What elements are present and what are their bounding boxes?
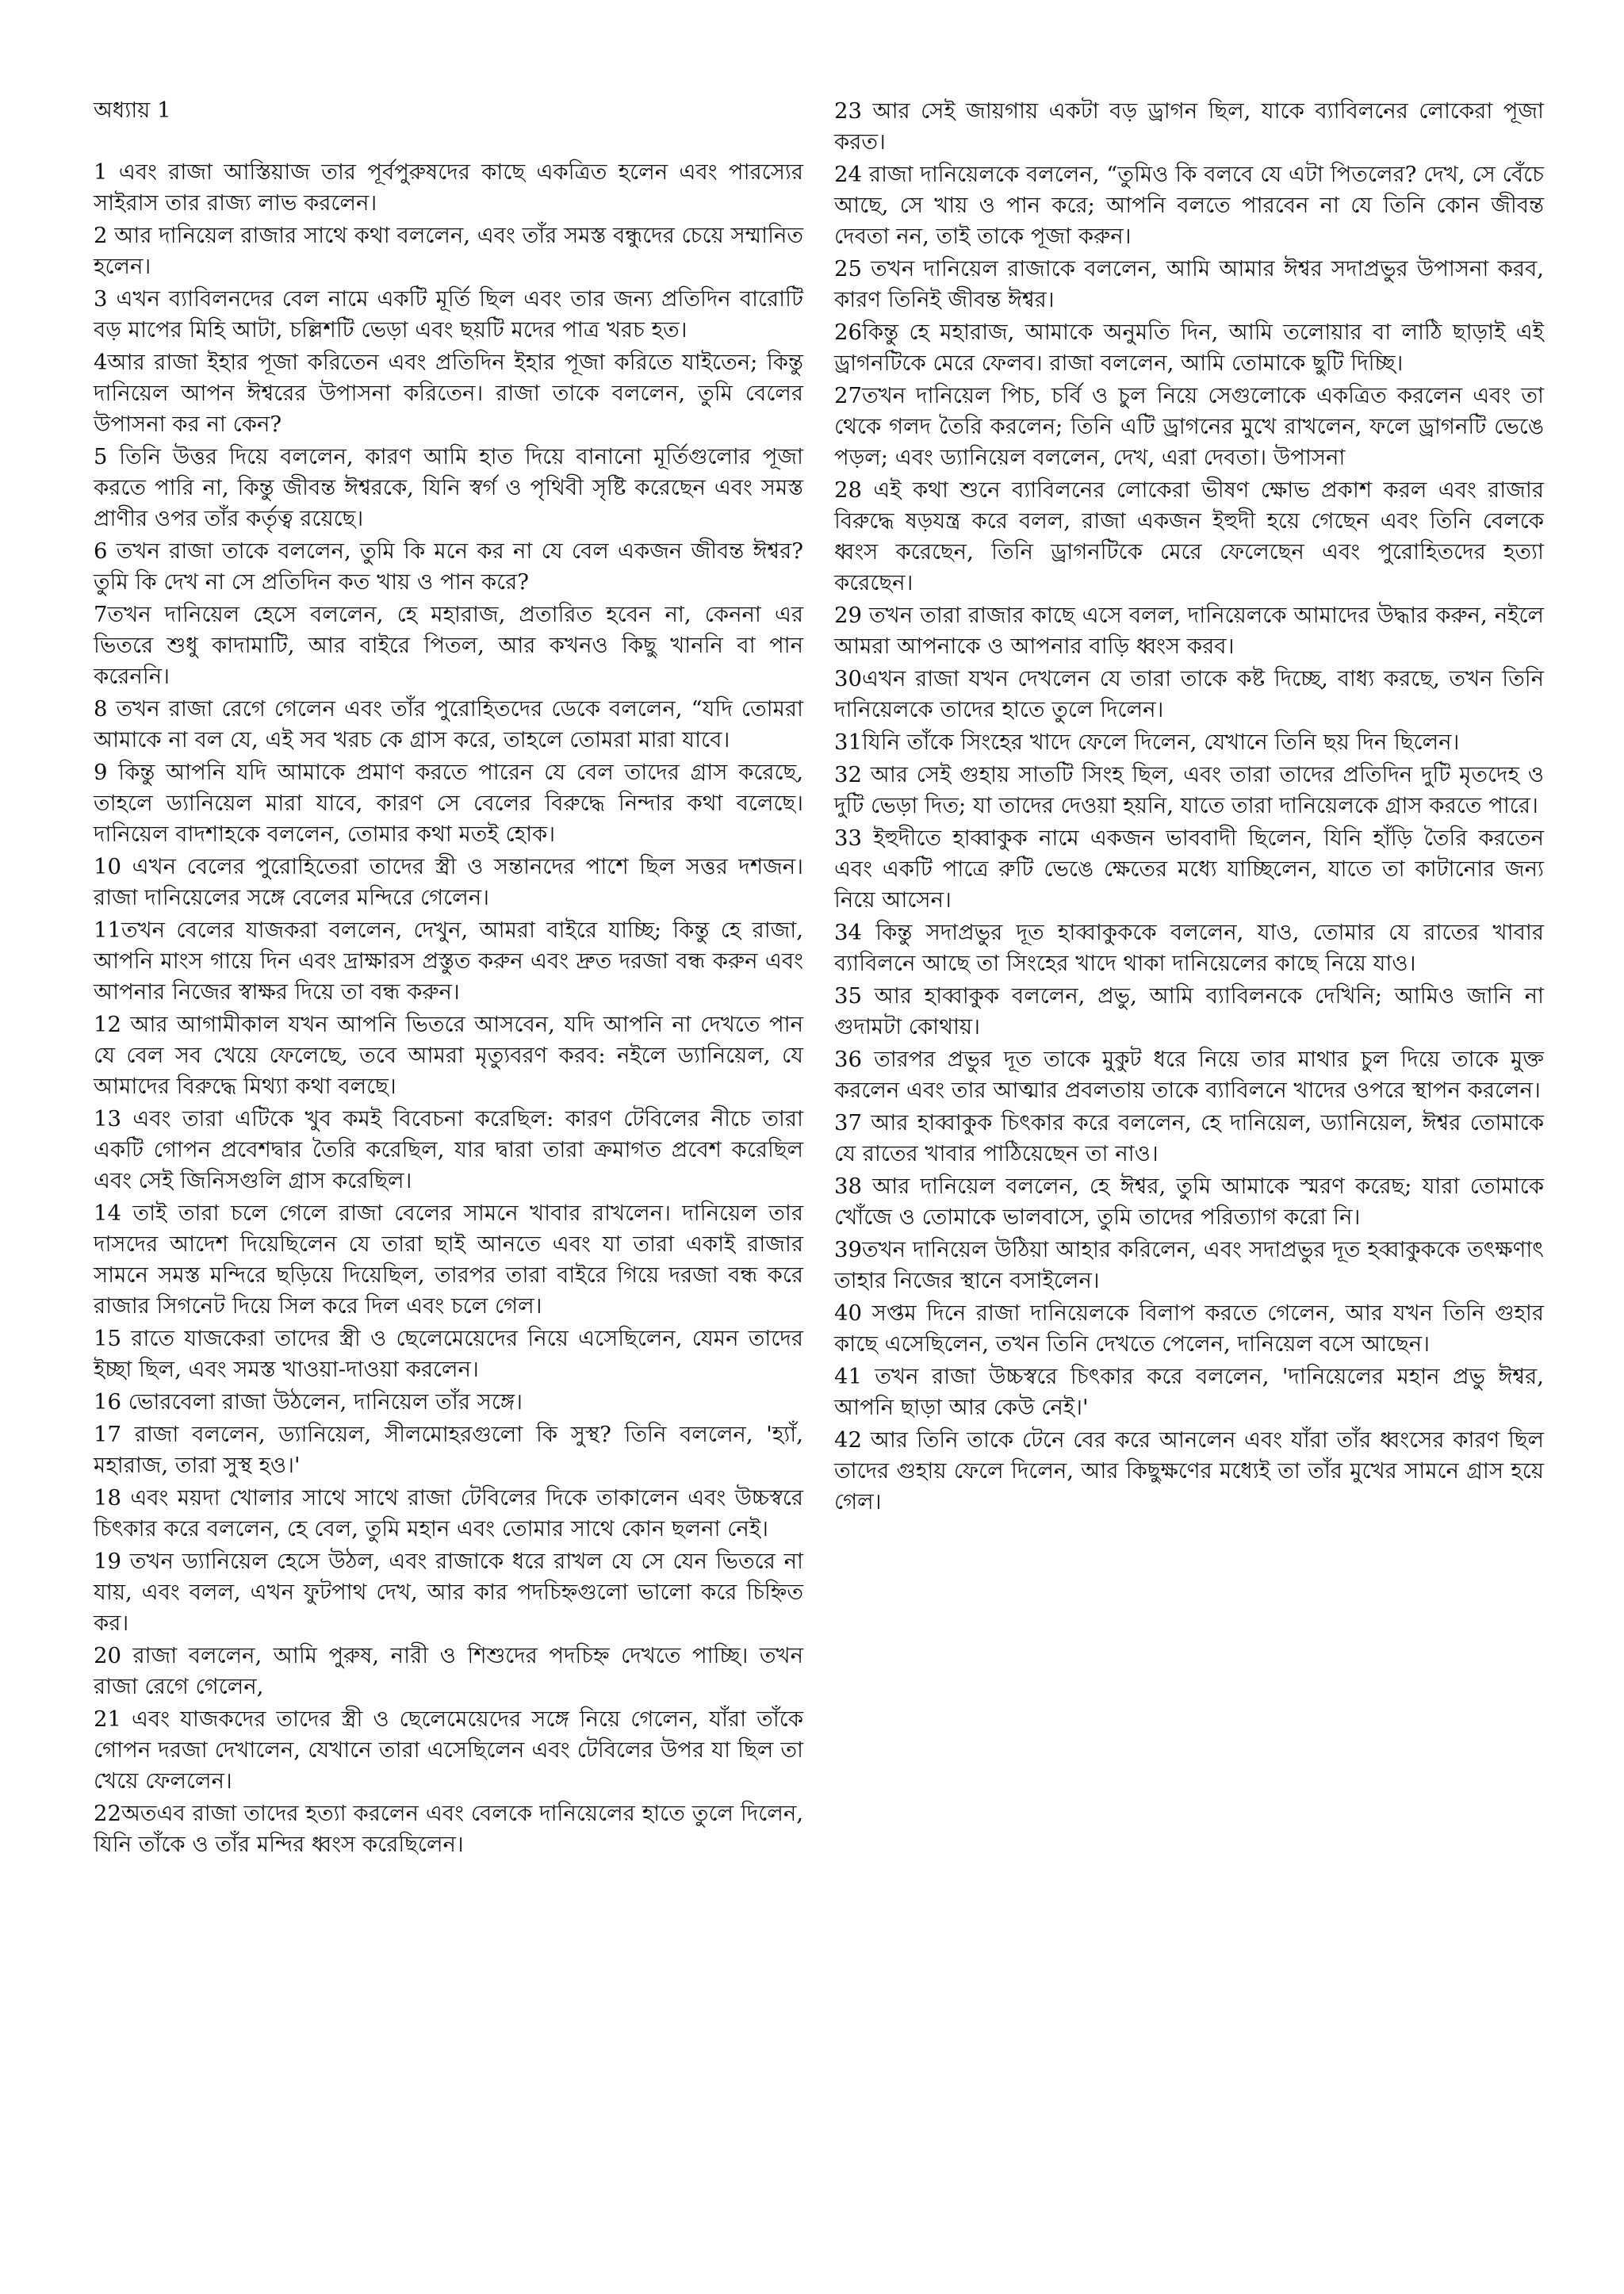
verse-5: 5 তিনি উত্তর দিয়ে বললেন, কারণ আমি হাত দিয়ে বানানো মূর্তিগুলোর পূজা করতে পারি না, কিন্তু জীবন্ত ঈশ্বরকে, যিনি স্বর্গ ও পৃথিবী সৃষ্টি করেছেন এবং সমস্ত প্রাণীর ওপর তাঁর কর্তৃত্ব রয়েছে। [94,444,803,531]
verse-22: 22অতএব রাজা তাদের হত্যা করলেন এবং বেলকে দানিয়েলের হাতে তুলে দিলেন, যিনি তাঁকে ও তাঁর মন্দির ধ্বংস করেছিলেন। [94,1801,803,1857]
verse-15: 15 রাতে যাজকেরা তাদের স্ত্রী ও ছেলেমেয়েদের নিয়ে এসেছিলেন, যেমন তাদের ইচ্ছা ছিল, এবং সমস্ত খাওয়া-দাওয়া করলেন। [94,1326,803,1382]
verse-11: 11তখন বেলের যাজকরা বললেন, দেখুন, আমরা বাইরে যাচ্ছি; কিন্তু হে রাজা, আপনি মাংস গায়ে দিন এবং দ্রাক্ষারস প্রস্তুত করুন এবং দ্রুত দরজা বন্ধ করুন এবং আপনার নিজের স্বাক্ষর দিয়ে তা বন্ধ করুন। [94,917,803,1005]
verse-40: 40 সপ্তম দিনে রাজা দানিয়েলকে বিলাপ করতে গেলেন, আর যখন তিনি গুহার কাছে এসেছিলেন, তখন তিনি দেখতে পেলেন, দানিয়েল বসে আছেন। [834,1300,1544,1357]
verse-37: 37 আর হাব্বাকুক চিৎকার করে বললেন, হে দানিয়েল, ড্যানিয়েল, ঈশ্বর তোমাকে যে রাতের খাবার পাঠিয়েছেন তা নাও। [834,1110,1544,1166]
verse-41: 41 তখন রাজা উচ্চস্বরে চিৎকার করে বললেন, 'দানিয়েলের মহান প্রভু ঈশ্বর, আপনি ছাড়া আর কেউ নেই।' [834,1364,1544,1420]
verse-17: 17 রাজা বললেন, ড্যানিয়েল, সীলমোহরগুলো কি সুস্থ? তিনি বললেন, 'হ্যাঁ, মহারাজ, তারা সুস্থ হও।' [94,1422,803,1478]
verse-33: 33 ইহুদীতে হাব্বাকুক নামে একজন ভাববাদী ছিলেন, যিনি হাঁড়ি তৈরি করতেন এবং একটি পাত্রে রুটি ভেঙে ক্ষেতের মধ্যে যাচ্ছিলেন, যাতে তা কাটানোর জন্য নিয়ে আসেন। [834,825,1544,913]
verse-16: 16 ভোরবেলা রাজা উঠলেন, দানিয়েল তাঁর সঙ্গে। [94,1389,523,1415]
verse-8: 8 তখন রাজা রেগে গেলেন এবং তাঁর পুরোহিতদের ডেকে বললেন, “যদি তোমরা আমাকে না বল যে, এই সব খরচ কে গ্রাস করে, তাহলে তোমরা মারা যাবে। [94,696,803,753]
verse-7: 7তখন দানিয়েল হেসে বললেন, হে মহারাজ, প্রতারিত হবেন না, কেননা এর ভিতরে শুধু কাদামাটি, আর বাইরে পিতল, আর কখনও কিছু খাননি বা পান করেননি। [94,602,803,689]
verse-12: 12 আর আগামীকাল যখন আপনি ভিতরে আসবেন, যদি আপনি না দেখতে পান যে বেল সব খেয়ে ফেলেছে, তবে আমরা মৃত্যুবরণ করব: নইলে ড্যানিয়েল, যে আমাদের বিরুদ্ধে মিথ্যা কথা বলছে। [94,1012,803,1099]
verse-31: 31যিনি তাঁকে সিংহের খাদে ফেলে দিলেন, যেখানে তিনি ছয় দিন ছিলেন। [834,730,1460,755]
verse-36: 36 তারপর প্রভুর দূত তাকে মুকুট ধরে নিয়ে তার মাথার চুল দিয়ে তাকে মুক্ত করলেন এবং তার আত্মার প্রবলতায় তাকে ব্যাবিলনে খাদের ওপরে স্থাপন করলেন। [834,1047,1544,1103]
verse-1: 1 এবং রাজা আস্তিয়াজ তার পূর্বপুরুষদের কাছে একত্রিত হলেন এবং পারস্যের সাইরাস তার রাজ্য লাভ করলেন। [94,159,803,216]
verse-list-left [94,157,803,1860]
verse-21: 21 এবং যাজকদের তাদের স্ত্রী ও ছেলেমেয়েদের সঙ্গে নিয়ে গেলেন, যাঁরা তাঁকে গোপন দরজা দেখালেন, যেখানে তারা এসেছিলেন এবং টেবিলের উপর যা ছিল তা খেয়ে ফেললেন। [94,1706,803,1794]
verse-9: 9 কিন্তু আপনি যদি আমাকে প্রমাণ করতে পারেন যে বেল তাদের গ্রাস করেছে, তাহলে ড্যানিয়েল মারা যাবে, কারণ সে বেলের বিরুদ্ধে নিন্দার কথা বলেছে। দানিয়েল বাদশাহকে বললেন, তোমার কথা মতই হোক। [94,760,803,847]
verse-14: 14 তাই তারা চলে গেলে রাজা বেলের সামনে খাবার রাখলেন। দানিয়েল তার দাসদের আদেশ দিয়েছিলেন যে তারা ছাই আনতে এবং যা তারা একাই রাজার সামনে সমস্ত মন্দিরে ছড়িয়ে দিয়েছিল, তারপর তারা বাইরে গিয়ে দরজা বন্ধ করে রাজার সিগনেট দিয়ে সিল করে দিল এবং চলে গেল। [94,1201,803,1319]
verse-26: 26কিন্তু হে মহারাজ, আমাকে অনুমতি দিন, আমি তলোয়ার বা লাঠি ছাড়াই এই ড্রাগনটিকে মেরে ফেলব। রাজা বললেন, আমি তোমাকে ছুটি দিচ্ছি। [834,320,1544,376]
verse-4: 4আর রাজা ইহার পূজা করিতেন এবং প্রতিদিন ইহার পূজা করিতে যাইতেন; কিন্তু দানিয়েল আপন ঈশ্বরের উপাসনা করিতেন। রাজা তাকে বললেন, তুমি বেলের উপাসনা কর না কেন? [94,350,803,437]
chapter-heading: অধ্যায় 1 [94,98,171,123]
verse-38: 38 আর দানিয়েল বললেন, হে ঈশ্বর, তুমি আমাকে স্মরণ করেছ; যারা তোমাকে খোঁজে ও তোমাকে ভালবাসে, তুমি তাদের পরিত্যাগ করো নি। [834,1174,1544,1230]
verse-39: 39তখন দানিয়েল উঠিয়া আহার করিলেন, এবং সদাপ্রভুর দূত হব্বাকুককে তৎক্ষণাৎ তাহার নিজের স্থানে বসাইলেন। [834,1237,1544,1293]
verse-23: 23 আর সেই জায়গায় একটা বড় ড্রাগন ছিল, যাকে ব্যাবিলনের লোকেরা পূজা করত। [834,98,1544,155]
verse-27: 27তখন দানিয়েল পিচ, চর্বি ও চুল নিয়ে সেগুলোকে একত্রিত করলেন এবং তা থেকে গলদ তৈরি করলেন; তিনি এটি ড্রাগনের মুখে রাখলেন, ফলে ড্রাগনটি ভেঙে পড়ল; এবং ড্যানিয়েল বললেন, দেখ, এরা দেবতা। উপাসনা [834,383,1544,470]
verse-34: 34 কিন্তু সদাপ্রভুর দূত হাব্বাকুককে বললেন, যাও, তোমার যে রাতের খাবার ব্যাবিলনে আছে তা সিংহের খাদে থাকা দানিয়েলের কাছে নিয়ে যাও। [834,920,1544,976]
verse-25: 25 তখন দানিয়েল রাজাকে বললেন, আমি আমার ঈশ্বর সদাপ্রভুর উপাসনা করব, কারণ তিনিই জীবন্ত ঈশ্বর। [834,256,1544,312]
left-column [94,95,803,1860]
verse-list-right [834,96,1544,1518]
verse-19: 19 তখন ড্যানিয়েল হেসে উঠল, এবং রাজাকে ধরে রাখল যে সে যেন ভিতরে না যায়, এবং বলল, এখন ফুটপাথ দেখ, আর কার পদচিহ্নগুলো ভালো করে চিহ্নিত কর। [94,1549,803,1636]
verse-2: 2 আর দানিয়েল রাজার সাথে কথা বললেন, এবং তাঁর সমস্ত বন্ধুদের চেয়ে সম্মানিত হলেন। [94,223,803,279]
verse-3: 3 এখন ব্যাবিলনদের বেল নামে একটি মূর্তি ছিল এবং তার জন্য প্রতিদিন বারোটি বড় মাপের মিহি আটা, চল্লিশটি ভেড়া এবং ছয়টি মদের পাত্র খরচ হত। [94,286,803,343]
verse-42: 42 আর তিনি তাকে টেনে বের করে আনলেন এবং যাঁরা তাঁর ধ্বংসের কারণ ছিল তাদের গুহায় ফেলে দিলেন, আর কিছুক্ষণের মধ্যেই তা তাঁর মুখের সামনে গ্রাস হয়ে গেল। [834,1427,1544,1515]
verse-32: 32 আর সেই গুহায় সাতটি সিংহ ছিল, এবং তারা তাদের প্রতিদিন দুটি মৃতদেহ ও দুটি ভেড়া দিত; যা তাদের দেওয়া হয়নি, যাতে তারা দানিয়েলকে গ্রাস করতে পারে। [834,762,1544,818]
verse-6: 6 তখন রাজা তাকে বললেন, তুমি কি মনে কর না যে বেল একজন জীবন্ত ঈশ্বর? তুমি কি দেখ না সে প্রতিদিন কত খায় ও পান করে? [94,538,803,595]
verse-18: 18 এবং ময়দা খোলার সাথে সাথে রাজা টেবিলের দিকে তাকালেন এবং উচ্চস্বরে চিৎকার করে বললেন, হে বেল, তুমি মহান এবং তোমার সাথে কোন ছলনা নেই। [94,1485,803,1541]
verse-29: 29 তখন তারা রাজার কাছে এসে বলল, দানিয়েলকে আমাদের উদ্ধার করুন, নইলে আমরা আপনাকে ও আপনার বাড়ি ধ্বংস করব। [834,603,1544,659]
verse-30: 30এখন রাজা যখন দেখলেন যে তারা তাকে কষ্ট দিচ্ছে, বাধ্য করছে, তখন তিনি দানিয়েলকে তাদের হাতে তুলে দিলেন। [834,666,1544,722]
verse-28: 28 এই কথা শুনে ব্যাবিলনের লোকেরা ভীষণ ক্ষোভ প্রকাশ করল এবং রাজার বিরুদ্ধে ষড়যন্ত্র করে বলল, রাজা একজন ইহুদী হয়ে গেছেন এবং তিনি বেলকে ধ্বংস করেছেন, তিনি ড্রাগনটিকে মেরে ফেলেছেন এবং পুরোহিতদের হত্যা করেছেন। [834,477,1544,596]
verse-13: 13 এবং তারা এটিকে খুব কমই বিবেচনা করেছিল: কারণ টেবিলের নীচে তারা একটি গোপন প্রবেশদ্বার তৈরি করেছিল, যার দ্বারা তারা ক্রমাগত প্রবেশ করেছিল এবং সেই জিনিসগুলি গ্রাস করেছিল। [94,1106,803,1193]
verse-24: 24 রাজা দানিয়েলকে বললেন, “তুমিও কি বলবে যে এটা পিতলের? দেখ, সে বেঁচে আছে, সে খায় ও পান করে; আপনি বলতে পারবেন না যে তিনি কোন জীবন্ত দেবতা নন, তাই তাকে পূজা করুন। [834,162,1544,249]
verse-10: 10 এখন বেলের পুরোহিতেরা তাদের স্ত্রী ও সন্তানদের পাশে ছিল সত্তর দশজন। রাজা দানিয়েলের সঙ্গে বেলের মন্দিরে গেলেন। [94,854,803,910]
right-column [834,96,1544,1518]
verse-35: 35 আর হাব্বাকুক বললেন, প্রভু, আমি ব্যাবিলনকে দেখিনি; আমিও জানি না গুদামটা কোথায়। [834,983,1544,1040]
verse-20: 20 রাজা বললেন, আমি পুরুষ, নারী ও শিশুদের পদচিহ্ন দেখতে পাচ্ছি। তখন রাজা রেগে গেলেন, [94,1643,803,1699]
